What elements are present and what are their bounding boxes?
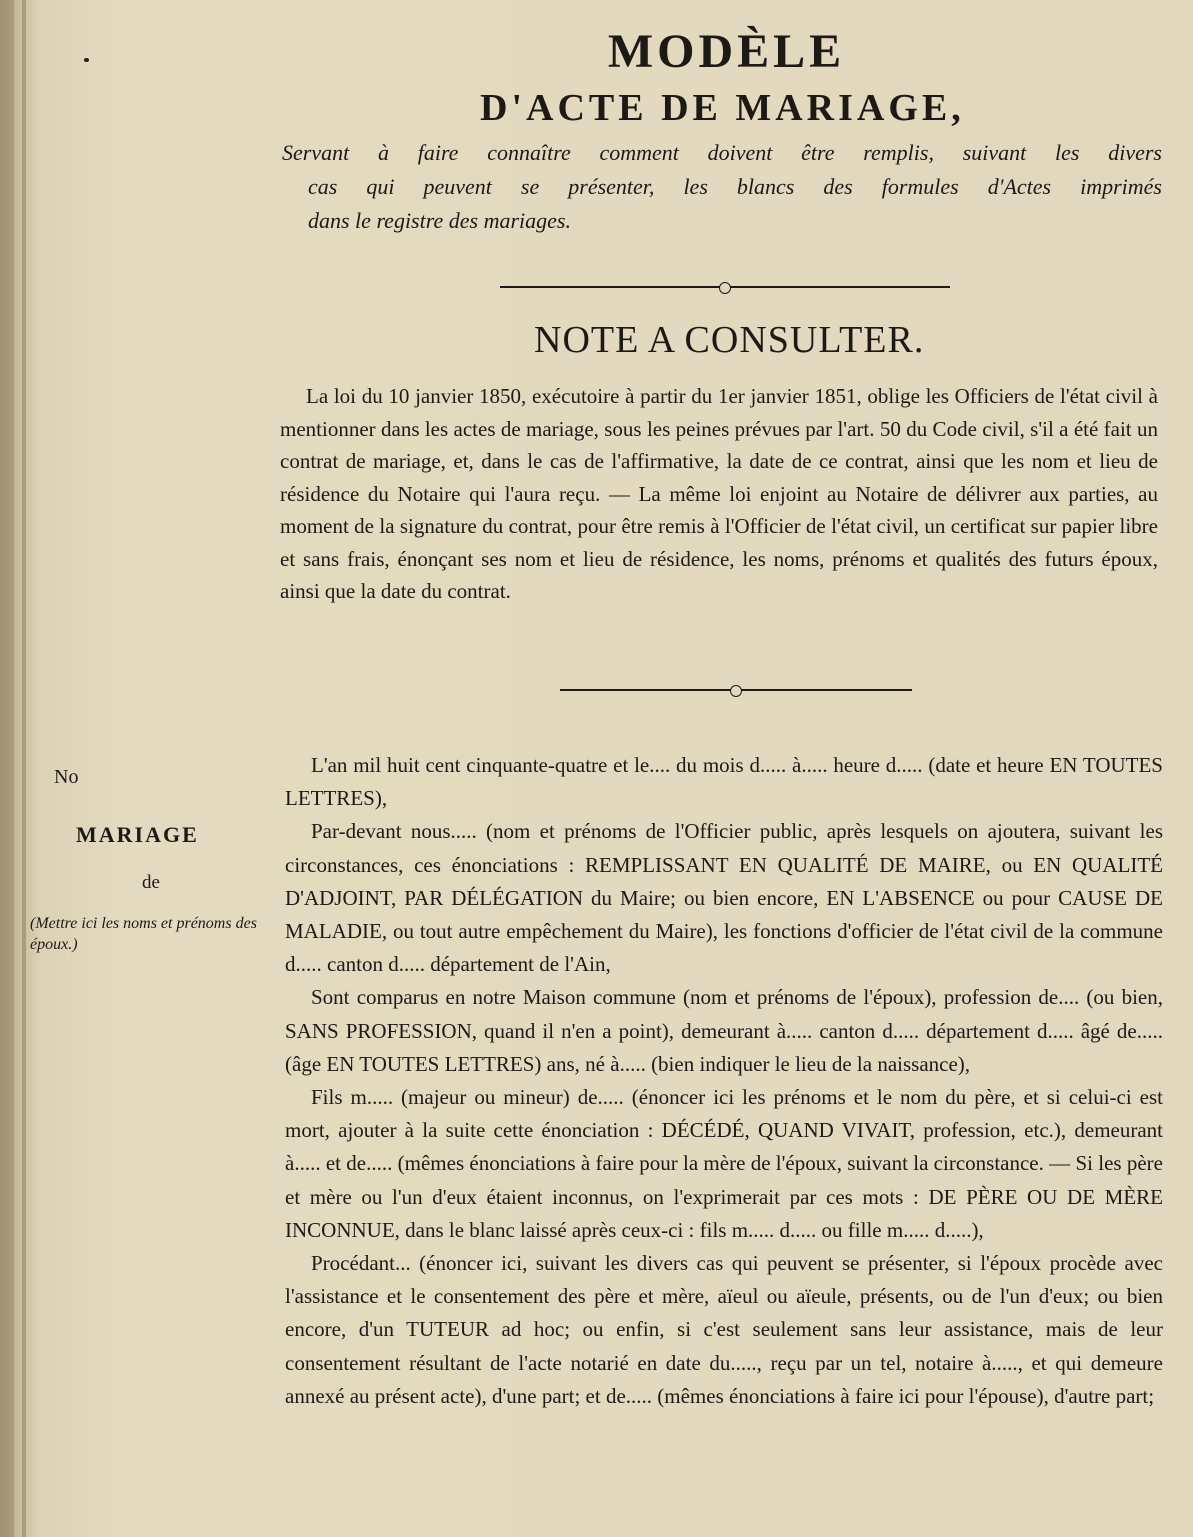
act-paragraph: Sont comparus en notre Maison commune (nom et prénoms de l'époux), profession de.... (ou bien, SANS PROFESSION, quand il n'en a point), demeurant à..... canton d..... département d..... âgé de..... (âge EN TOUTES LETTRES) ans, né à..... (bien indiquer le lieu de la naissance),	[285, 985, 1163, 1076]
rule-ornament	[719, 282, 731, 294]
act-paragraph: Fils m..... (majeur ou mineur) de..... (énoncer ici les prénoms et le nom du père, et si celui-ci est mort, ajouter à la suite cette énonciation : DÉCÉDÉ, QUAND VIVAIT, profession, etc.), demeurant à..... et de..... (mêmes énonciations à faire pour la mère de l'époux, suivant la circonstance. — Si les père et mère ou l'un d'eux étaient inconnus, on l'exprimerait par ces mots : DE PÈRE OU DE MÈRE INCONNUE, dans le blanc laissé après ceux-ci : fils m..... d..... ou fille m..... d.....),	[285, 1085, 1163, 1242]
binding-gutter	[22, 0, 26, 1537]
act-paragraph: Par-devant nous..... (nom et prénoms de l'Officier public, après lesquels on ajoutera, suivant les circonstances, ces énonciations : REMPLISSANT EN QUALITÉ DE MAIRE, ou EN QUALITÉ D'ADJOINT, PAR DÉLÉGATION du Maire; ou bien encore, EN L'ABSENCE ou pour CAUSE DE MALADIE, ou tout autre empêchement du Maire), les fonctions d'officier de l'état civil de la commune d..... canton d..... département de l'Ain,	[285, 819, 1163, 977]
note-title: NOTE A CONSULTER.	[534, 319, 925, 361]
subtitle	[282, 136, 1162, 238]
margin-number-label: No	[54, 766, 79, 788]
margin-de-label: de	[142, 872, 160, 893]
title-acte-de-mariage: D'ACTE DE MARIAGE,	[480, 87, 965, 129]
title-modele: MODÈLE	[607, 25, 846, 78]
ornamental-rule	[500, 286, 950, 288]
act-body	[285, 749, 1163, 1413]
note-paragraph: La loi du 10 janvier 1850, exécutoire à partir du 1er janvier 1851, oblige les Officiers de l'état civil à mentionner dans les actes de mariage, sous les peines prévues par l'art. 50 du Code civil, s'il a été fait un contrat de mariage, et, dans le cas de l'affirmative, la date de ce contrat, ainsi que les nom et lieu de résidence du Notaire qui l'aura reçu. — La même loi enjoint au Notaire de délivrer aux parties, au moment de la signature du contrat, pour être remis à l'Officier de l'état civil, un certificat sur papier libre et sans frais, énonçant ses nom et lieu de résidence, les noms, prénoms et qualités des futurs époux, ainsi que la date du contrat.	[280, 384, 1158, 603]
ornamental-rule	[560, 689, 912, 691]
act-paragraph: Procédant... (énoncer ici, suivant les divers cas qui peuvent se présenter, si l'époux procède avec l'assistance et le consentement des père et mère, aïeul ou aïeule, présents, ou de l'un d'eux; ou bien encore, d'un TUTEUR ad hoc; ou enfin, si c'est seulement sans leur assistance, mais de leur consentement résultant de l'acte notarié en date du....., reçu par un tel, notaire à....., et qui demeure annexé au présent acte), d'une part; et de..... (mêmes énonciations à faire ici pour l'épouse), d'autre part;	[285, 1251, 1163, 1408]
subtitle-line: dans le registre des mariages.	[308, 208, 571, 233]
subtitle-line: Servant à faire connaître comment doivent être remplis, suivant les divers	[282, 140, 1162, 165]
margin-instruction: (Mettre ici les noms et prénoms des époux.)	[30, 915, 257, 953]
page-edge	[0, 0, 14, 1537]
subtitle-line: cas qui peuvent se présenter, les blancs des formules d'Actes imprimés	[308, 174, 1162, 199]
margin-mariage-label: MARIAGE	[76, 822, 199, 847]
rule-ornament	[730, 685, 742, 697]
note-block	[280, 380, 1158, 608]
act-paragraph: L'an mil huit cent cinquante-quatre et le.... du mois d..... à..... heure d..... (date et heure EN TOUTES LETTRES),	[285, 753, 1163, 811]
